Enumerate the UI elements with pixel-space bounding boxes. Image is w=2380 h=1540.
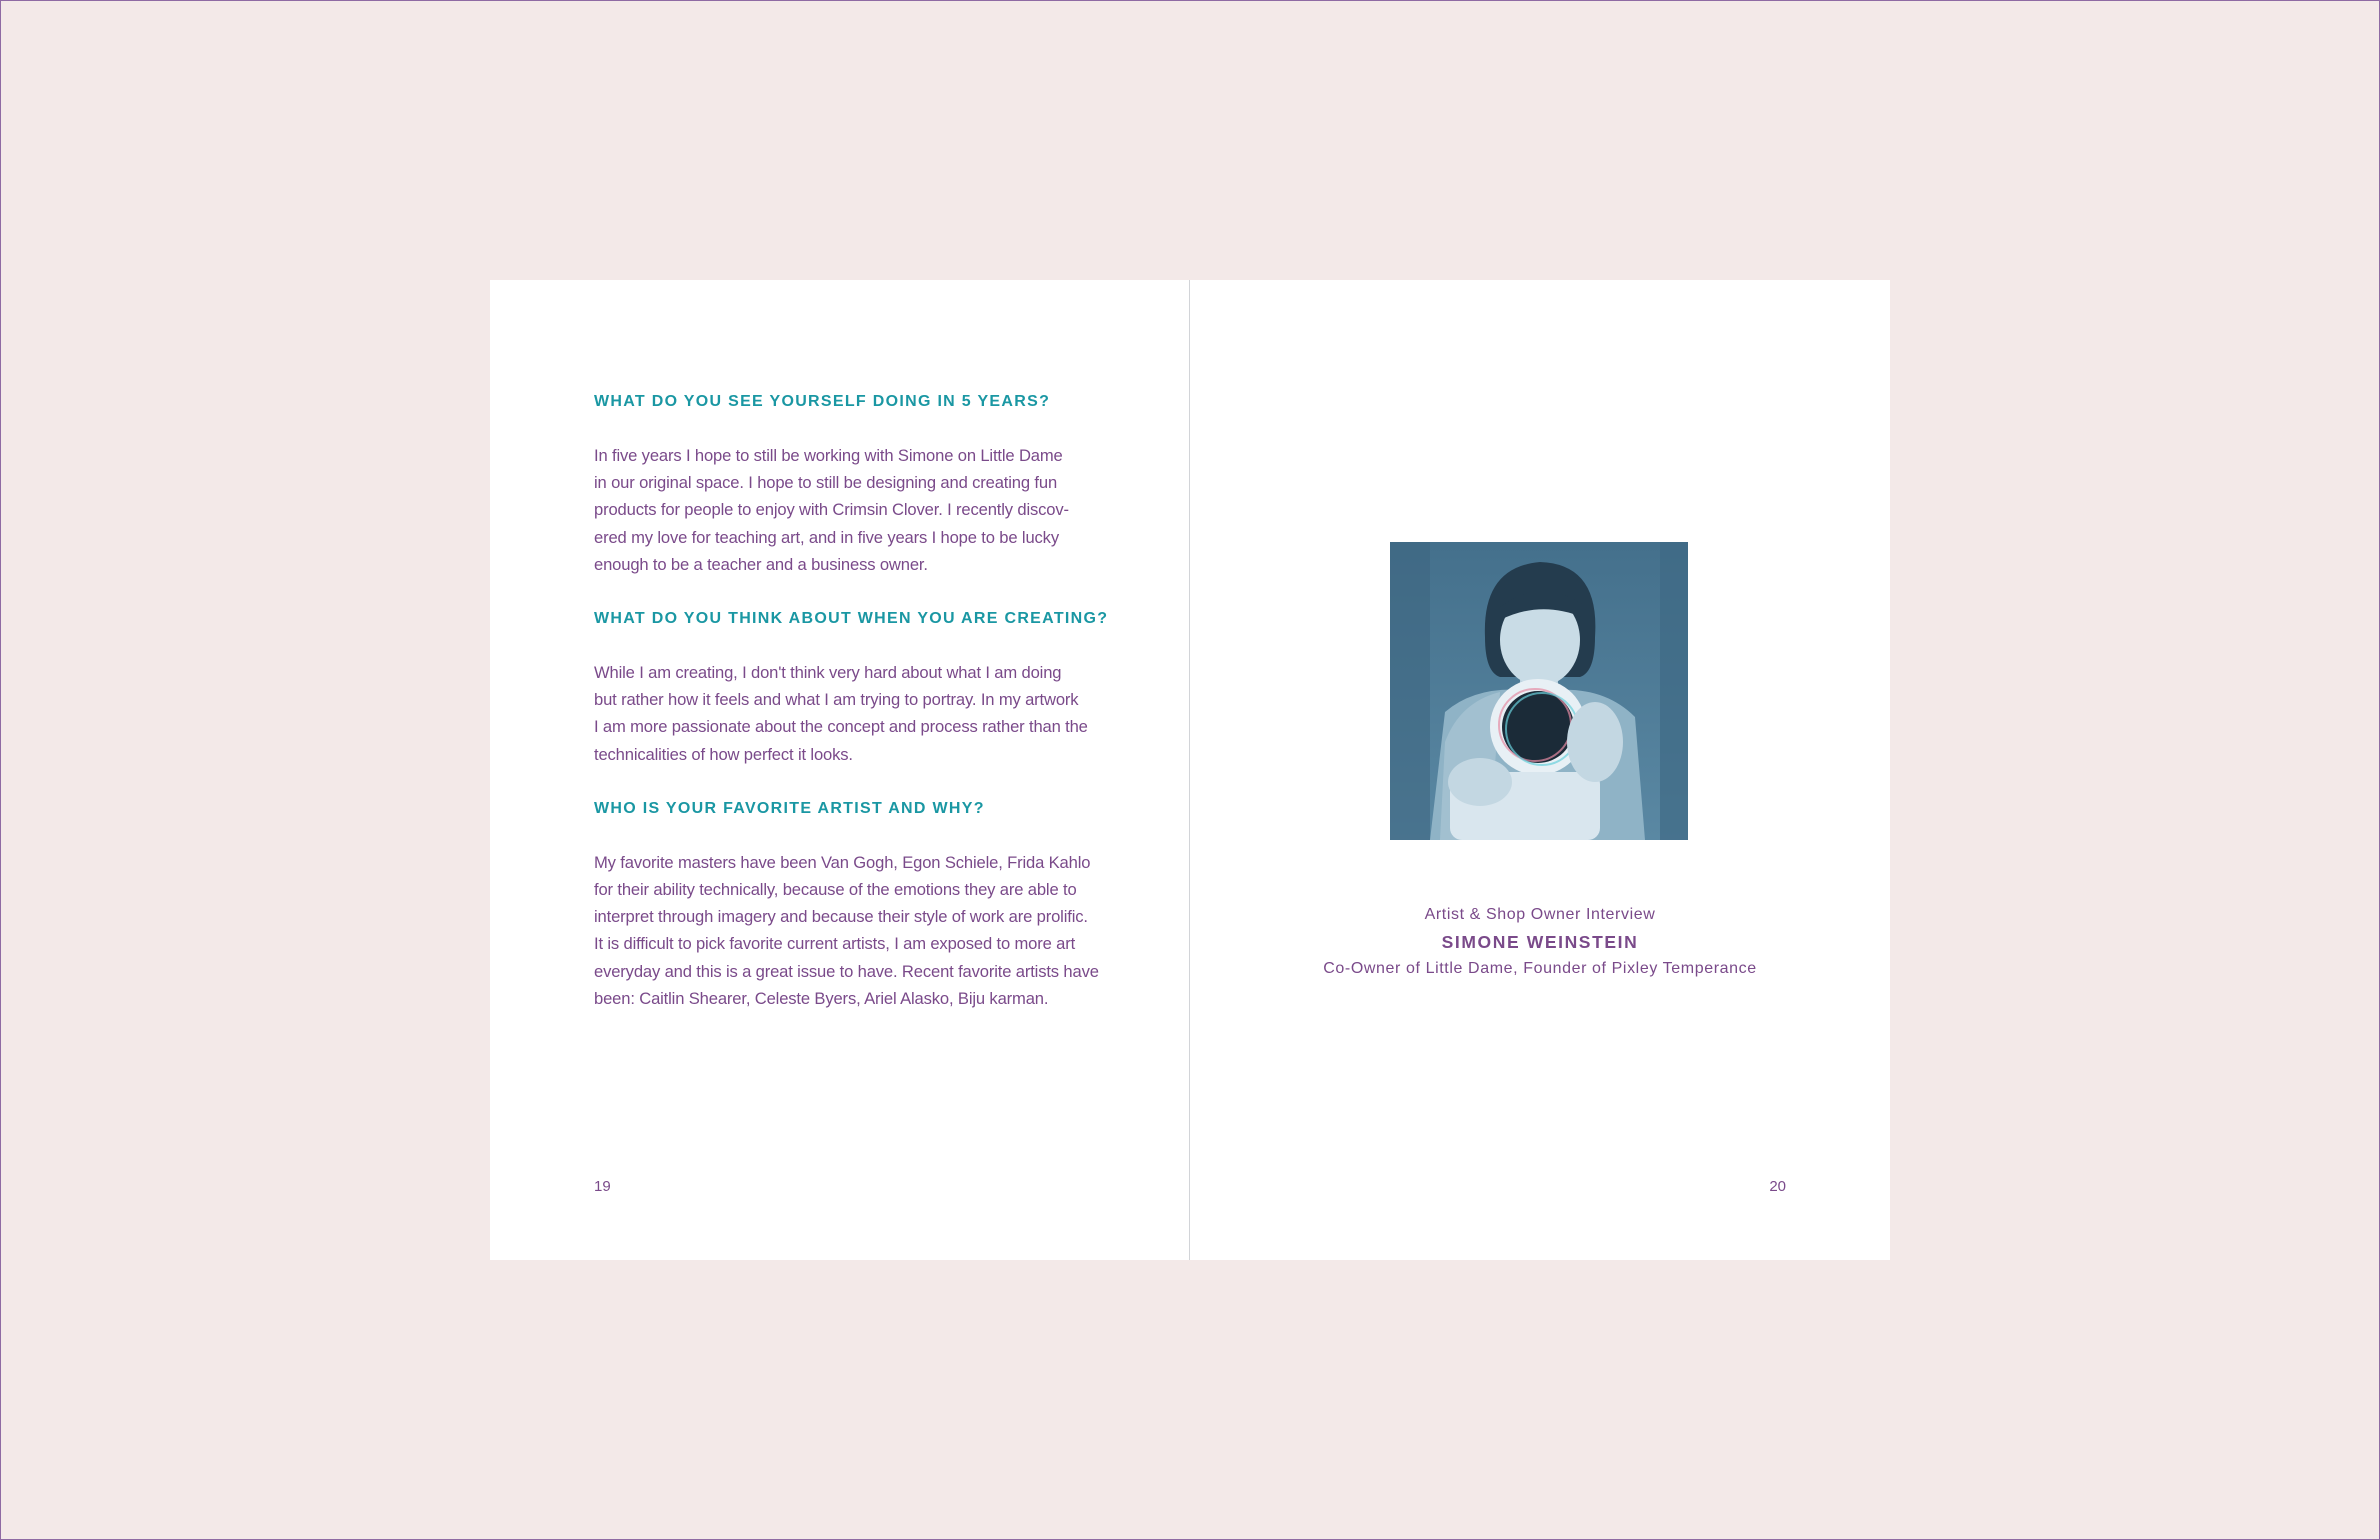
answer-paragraph xyxy=(594,659,1134,768)
question-heading: WHAT DO YOU SEE YOURSELF DOING IN 5 YEARS? xyxy=(594,393,1051,410)
page-number: 20 xyxy=(1769,1178,1786,1195)
right-page xyxy=(1190,280,1890,1260)
interview-text xyxy=(594,388,1134,1039)
page-number: 19 xyxy=(594,1178,611,1195)
answer-line: In five years I hope to still be working with Simone on Little Dame xyxy=(594,446,1063,465)
answer-line: interpret through imagery and because their style of work are prolific. xyxy=(594,907,1088,927)
photo-caption xyxy=(1190,902,1890,982)
answer-line: in our original space. I hope to still be designing and creating fun xyxy=(594,473,1058,493)
answer-line: everyday and this is a great issue to have. Recent favorite artists have xyxy=(594,961,1099,981)
caption-role: Co-Owner of Little Dame, Founder of Pixley Temperance xyxy=(1323,960,1757,977)
question-heading: WHO IS YOUR FAVORITE ARTIST AND WHY? xyxy=(594,799,985,817)
question-heading: WHAT DO YOU THINK ABOUT WHEN YOU ARE CREATING? xyxy=(594,610,1109,628)
answer-line: ered my love for teaching art, and in five years I hope to be lucky xyxy=(594,527,1059,547)
book-spread xyxy=(490,280,1890,1260)
answer-paragraph xyxy=(594,849,1134,1012)
answer-line: but rather how it feels and what I am trying to portray. In my artwork xyxy=(594,690,1079,710)
portrait-illustration xyxy=(1390,542,1688,840)
portrait-photo xyxy=(1390,542,1688,840)
answer-line: While I am creating, I don't think very hard about what I am doing xyxy=(594,663,1062,683)
caption-kicker: Artist & Shop Owner Interview xyxy=(1424,906,1656,923)
answer-line: My favorite masters have been Van Gogh, Egon Schiele, Frida Kahlo xyxy=(594,852,1091,872)
answer-line: products for people to enjoy with Crimsin Clover. I recently discov- xyxy=(594,500,1069,520)
answer-line: I am more passionate about the concept and process rather than the xyxy=(594,717,1088,737)
left-page xyxy=(490,280,1190,1260)
answer-line: been: Caitlin Shearer, Celeste Byers, Ariel Alasko, Biju karman. xyxy=(594,988,1049,1008)
caption-name: SIMONE WEINSTEIN xyxy=(1441,932,1639,952)
answer-paragraph xyxy=(594,442,1134,578)
answer-line: for their ability technically, because of the emotions they are able to xyxy=(594,880,1077,900)
answer-line: technicalities of how perfect it looks. xyxy=(594,744,853,764)
answer-line: enough to be a teacher and a business owner. xyxy=(594,554,928,574)
answer-line: It is difficult to pick favorite current artists, I am exposed to more art xyxy=(594,934,1076,954)
